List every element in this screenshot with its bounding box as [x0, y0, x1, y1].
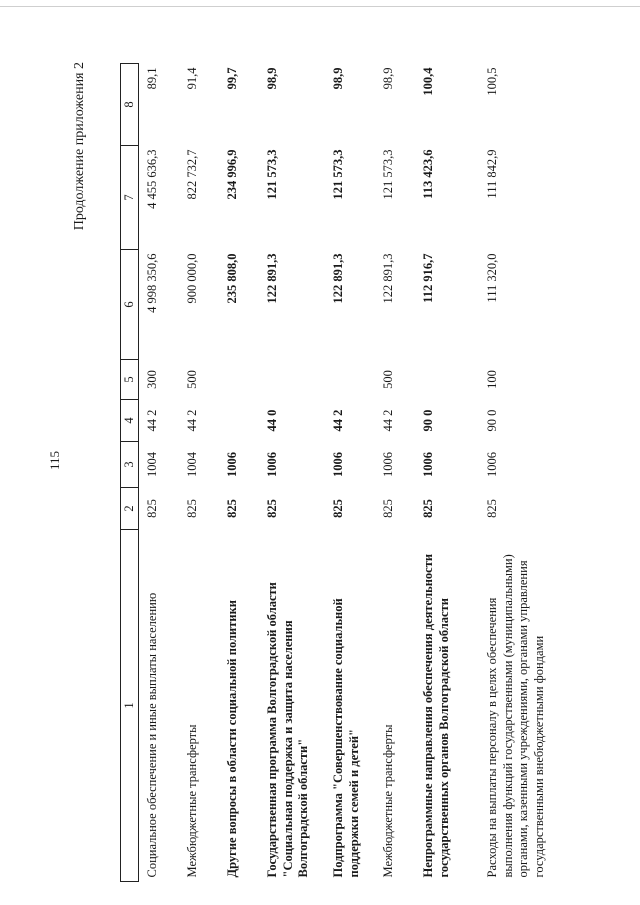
page-number: 115 [47, 450, 62, 470]
cell-ministry: 825 [265, 499, 279, 518]
cell-planned: 235 808,0 [225, 253, 239, 304]
table-row [415, 64, 479, 882]
row-name: Другие вопросы в области социальной политики [225, 600, 239, 878]
cell-section: 1006 [331, 452, 345, 477]
table-row [325, 64, 375, 882]
cell-executed: 111 842,9 [485, 149, 499, 199]
header-cell: 5 [121, 360, 139, 400]
cell-executed: 121 573,3 [381, 149, 395, 200]
cell-percent: 89,1 [145, 67, 159, 90]
cell-percent: 98,9 [265, 67, 279, 90]
cell-planned: 112 916,7 [421, 253, 435, 303]
cell-ministry: 825 [381, 499, 395, 518]
cell-expense-type: 300 [145, 370, 159, 389]
cell-percent: 98,9 [381, 67, 395, 90]
cell-expense-type [259, 360, 325, 400]
cell-executed: 121 573,3 [265, 149, 279, 200]
cell-expense-type: 500 [381, 370, 395, 389]
budget-table [120, 63, 569, 882]
cell-ministry: 825 [225, 499, 239, 518]
row-name: Межбюджетные трансферты [381, 724, 395, 878]
cell-expense-type [415, 360, 479, 400]
header-row [121, 64, 139, 882]
cell-executed: 234 996,9 [225, 149, 239, 200]
cell-program: 90 0 [485, 409, 499, 432]
cell-executed: 121 573,3 [331, 149, 345, 200]
top-edge-line [0, 0, 640, 7]
cell-program: 44 2 [331, 409, 345, 432]
cell-planned: 900 000,0 [185, 253, 199, 304]
cell-program: 90 0 [421, 409, 435, 432]
cell-section: 1004 [145, 452, 159, 477]
cell-executed: 113 423,6 [421, 149, 435, 199]
table-sheet [72, 62, 550, 882]
cell-ministry: 825 [145, 499, 159, 518]
row-name: Расходы на выплаты персоналу в целях обеспечения выполнения функций государственными (муниципальными) органами, казенными учреждениями, органами управления государственными внебюджетными фондами [485, 554, 546, 878]
cell-executed: 4 455 636,3 [145, 149, 159, 209]
cell-expense-type: 500 [185, 370, 199, 389]
cell-program: 44 0 [265, 409, 279, 432]
header-cell: 2 [121, 488, 139, 530]
cell-section: 1006 [225, 452, 239, 477]
table-row [375, 64, 415, 882]
cell-expense-type: 100 [485, 370, 499, 389]
cell-executed: 822 732,7 [185, 149, 199, 200]
row-name: Государственная программа Волгоградской области "Социальная поддержка и защита населения Волгоградской области" [265, 582, 310, 878]
cell-program [219, 400, 259, 442]
cell-expense-type [325, 360, 375, 400]
cell-ministry: 825 [485, 499, 499, 518]
header-cell: 7 [121, 146, 139, 250]
cell-section: 1006 [381, 452, 395, 477]
row-name: Межбюджетные трансферты [185, 724, 199, 878]
table-row [219, 64, 259, 882]
table-row [479, 64, 569, 882]
cell-planned: 122 891,3 [265, 253, 279, 304]
table-caption: Продолжение приложения 2 [72, 62, 87, 231]
cell-section: 1004 [185, 452, 199, 477]
row-name: Подпрограмма "Совершенствование социальной поддержки семей и детей" [331, 598, 361, 878]
table-row [259, 64, 325, 882]
header-cell: 8 [121, 64, 139, 146]
cell-percent: 99,7 [225, 67, 239, 90]
cell-program: 44 2 [185, 409, 199, 432]
header-cell: 6 [121, 250, 139, 360]
header-cell: 4 [121, 400, 139, 442]
cell-ministry: 825 [331, 499, 345, 518]
cell-program: 44 2 [145, 409, 159, 432]
table-row [139, 64, 180, 882]
row-name: Непрограммные направления обеспечения деятельности государственных органов Волгоградской области [421, 553, 451, 878]
header-cell: 1 [121, 530, 139, 882]
cell-program: 44 2 [381, 409, 395, 432]
cell-percent: 91,4 [185, 67, 199, 90]
cell-section: 1006 [421, 452, 435, 477]
cell-ministry: 825 [185, 499, 199, 518]
cell-ministry: 825 [421, 499, 435, 518]
cell-planned: 122 891,3 [331, 253, 345, 304]
header-cell: 3 [121, 442, 139, 488]
cell-section: 1006 [485, 452, 499, 477]
table-row [179, 64, 219, 882]
cell-planned: 111 320,0 [485, 253, 499, 303]
cell-percent: 98,9 [331, 67, 345, 90]
cell-section: 1006 [265, 452, 279, 477]
row-name: Социальное обеспечение и иные выплаты населению [145, 592, 159, 878]
cell-planned: 4 998 350,6 [145, 253, 159, 313]
cell-percent: 100,5 [485, 67, 499, 96]
cell-expense-type [219, 360, 259, 400]
cell-percent: 100,4 [421, 67, 435, 96]
cell-planned: 122 891,3 [381, 253, 395, 304]
